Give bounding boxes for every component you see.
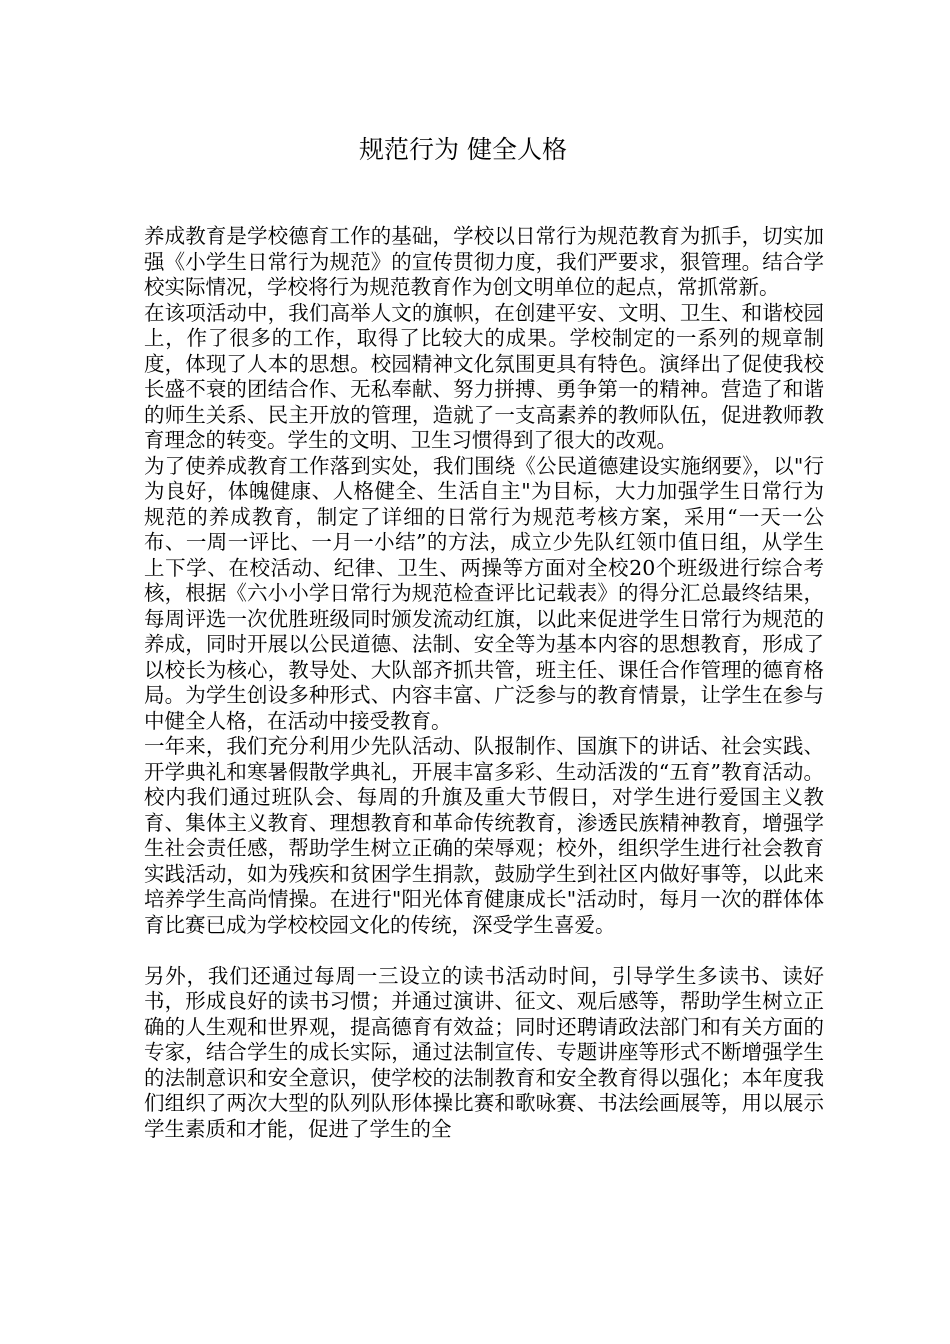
document-body (144, 224, 824, 1142)
paragraph-4: 一年来，我们充分利用少先队活动、队报制作、国旗下的讲话、社会实践、开学典礼和寒暑假散学典礼，开展丰富多彩、生动活泼的“五育”教育活动。校内我们通过班队会、每周的升旗及重大节假日，对学生进行爱国主义教育、集体主义教育、理想教育和革命传统教育，渗透民族精神教育，增强学生社会责任感，帮助学生树立正确的荣辱观；校外，组织学生进行社会教育实践活动，如为残疾和贫困学生捐款，鼓励学生到社区内做好事等，以此来培养学生高尚情操。在进行"阳光体育健康成长"活动时，每月一次的群体体育比赛已成为学校校园文化的传统，深受学生喜爱。 (144, 734, 824, 937)
paragraph-2: 在该项活动中，我们高举人文的旗帜，在创建平安、文明、卫生、和谐校园上，作了很多的工作，取得了比较大的成果。学校制定的一系列的规章制度，体现了人本的思想。校园精神文化氛围更具有特色。演绎出了促使我校长盛不衰的团结合作、无私奉献、努力拼搏、勇争第一的精神。营造了和谐的师生关系、民主开放的管理，造就了一支高素养的教师队伍，促进教师教育理念的转变。学生的文明、卫生习惯得到了很大的改观。 (144, 300, 824, 452)
document-title: 规范行为 健全人格 (359, 135, 567, 164)
paragraph-5: 另外，我们还通过每周一三设立的读书活动时间，引导学生多读书、读好书，形成良好的读书习惯；并通过演讲、征文、观后感等，帮助学生树立正确的人生观和世界观，提高德育有效益；同时还聘请政法部门和有关方面的专家，结合学生的成长实际，通过法制宣传、专题讲座等形式不断增强学生的法制意识和安全意识，使学校的法制教育和安全教育得以强化；本年度我们组织了两次大型的队列队形体操比赛和歌咏赛、书法绘画展等，用以展示学生素质和才能，促进了学生的全 (144, 963, 824, 1141)
paragraph-spacer (144, 938, 824, 964)
paragraph-3: 为了使养成教育工作落到实处，我们围绕《公民道德建设实施纲要》，以"行为良好，体魄健康、人格健全、生活自主"为目标，大力加强学生日常行为规范的养成教育，制定了详细的日常行为规范考核方案，采用“一天一公布、一周一评比、一月一小结”的方法，成立少先队红领巾值日组，从学生上下学、在校活动、纪律、卫生、两操等方面对全校20个班级进行综合考核，根据《六小小学日常行为规范检查评比记载表》的得分汇总最终结果，每周评选一次优胜班级同时颁发流动红旗，以此来促进学生日常行为规范的养成，同时开展以公民道德、法制、安全等为基本内容的思想教育，形成了以校长为核心，教导处、大队部齐抓共管，班主任、课任合作管理的德育格局。为学生创设多种形式、内容丰富、广泛参与的教育情景，让学生在参与中健全人格，在活动中接受教育。 (144, 453, 824, 733)
paragraph-1: 养成教育是学校德育工作的基础，学校以日常行为规范教育为抓手，切实加强《小学生日常行为规范》的宣传贯彻力度，我们严要求，狠管理。结合学校实际情况，学校将行为规范教育作为创文明单位的起点，常抓常新。 (144, 224, 824, 299)
